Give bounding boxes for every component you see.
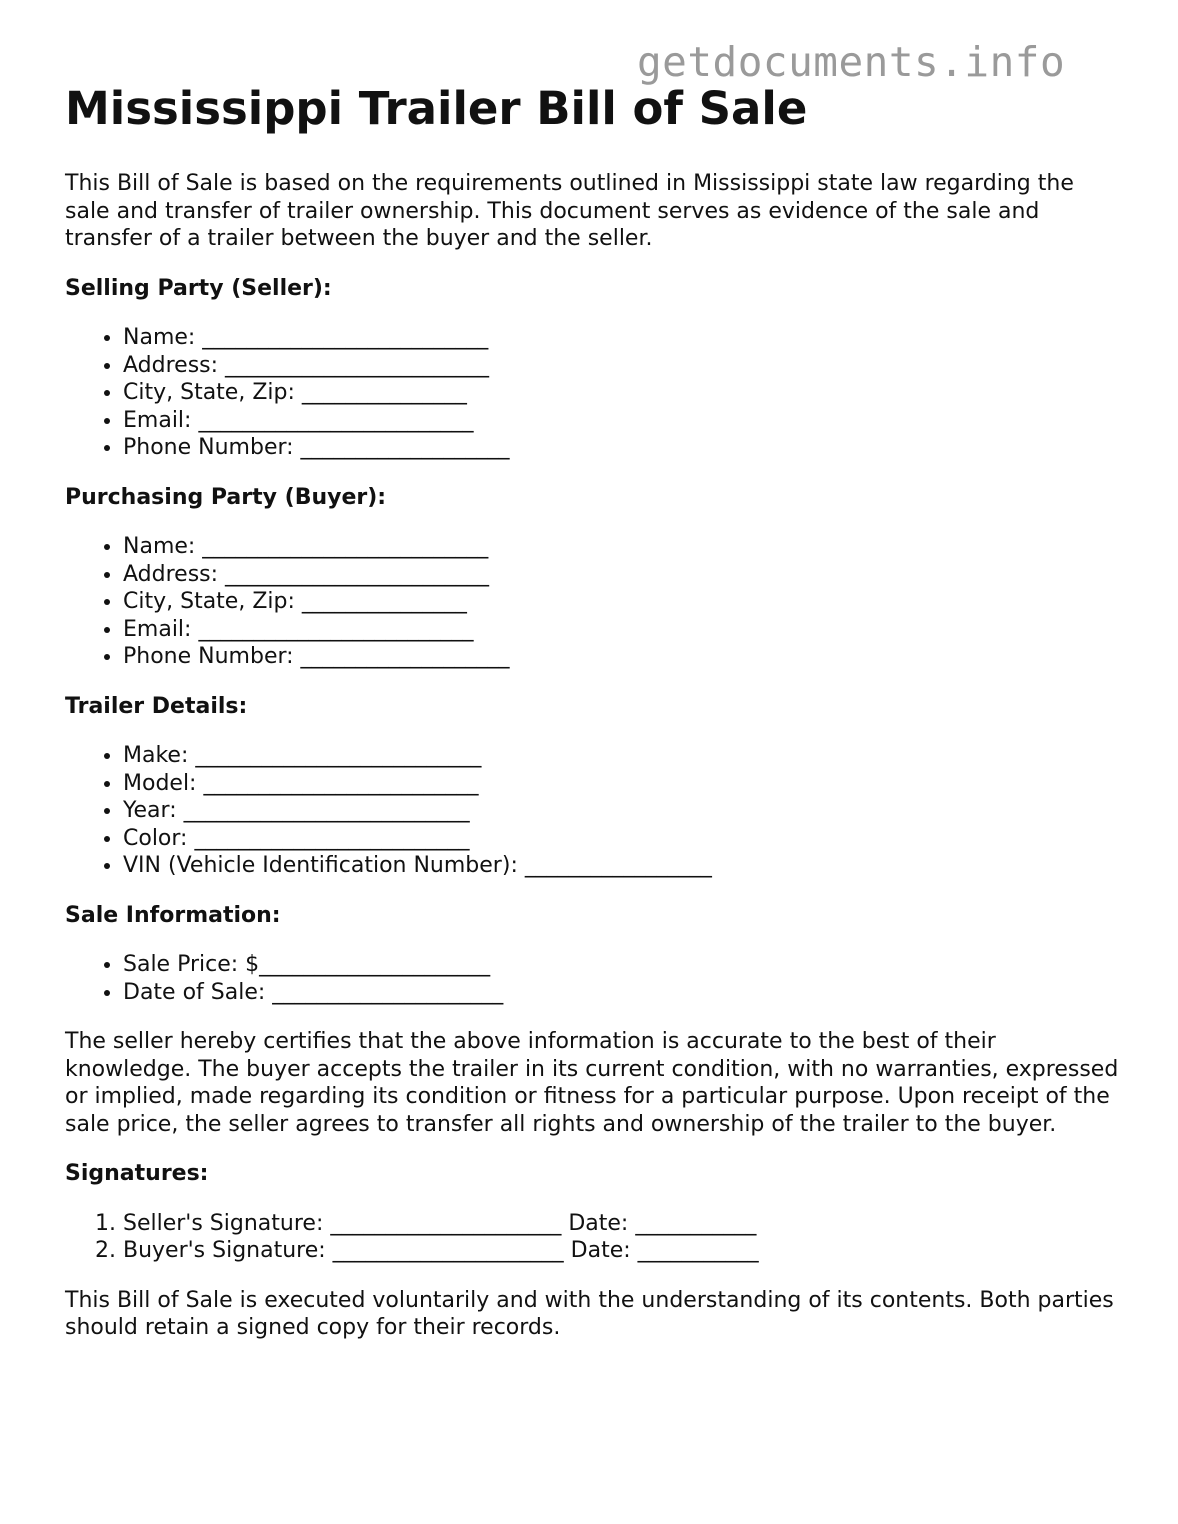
closing-paragraph: This Bill of Sale is executed voluntarily and with the understanding of its contents. Both parties should retain a signed copy for their records. <box>65 1287 1114 1340</box>
seller-address-field: • Address: ________________________ <box>123 352 1125 380</box>
document-body <box>65 170 1125 1364</box>
trailer-heading: Trailer Details: <box>65 693 248 719</box>
buyer-phone-field: • Phone Number: ___________________ <box>123 643 1125 671</box>
trailer-field-list <box>65 742 1125 880</box>
buyer-section <box>65 484 1125 671</box>
trailer-color-field: • Color: _________________________ <box>123 825 1125 853</box>
trailer-vin-field: • VIN (Vehicle Identification Number): _________________ <box>123 852 1125 880</box>
document-title: Mississippi Trailer Bill of Sale <box>65 82 808 135</box>
sale-price-field: • Sale Price: $_____________________ <box>123 951 1125 979</box>
buyer-city-state-zip-field: • City, State, Zip: _______________ <box>123 588 1125 616</box>
sale-section <box>65 902 1125 1007</box>
seller-section <box>65 275 1125 462</box>
seller-signature-line: 1. Seller's Signature: _____________________ Date: ___________ <box>123 1210 1125 1238</box>
buyer-field-list <box>65 533 1125 671</box>
seller-city-state-zip-field: • City, State, Zip: _______________ <box>123 379 1125 407</box>
buyer-name-field: • Name: __________________________ <box>123 533 1125 561</box>
certification-paragraph: The seller hereby certifies that the above information is accurate to the best of their knowledge. The buyer accepts the trailer in its current condition, with no warranties, expressed or implied, made regarding its condition or fitness for a particular purpose. Upon receipt of the sale price, the seller agrees to transfer all rights and ownership of the trailer to the buyer. <box>65 1029 1119 1137</box>
trailer-model-field: • Model: _________________________ <box>123 770 1125 798</box>
signature-list <box>65 1210 1125 1265</box>
seller-heading: Selling Party (Seller): <box>65 275 332 301</box>
seller-phone-field: • Phone Number: ___________________ <box>123 434 1125 462</box>
seller-field-list <box>65 324 1125 462</box>
seller-name-field: • Name: __________________________ <box>123 324 1125 352</box>
trailer-section <box>65 693 1125 880</box>
sale-heading: Sale Information: <box>65 902 281 928</box>
watermark: getdocuments.info <box>637 38 1066 86</box>
signatures-section <box>65 1160 1125 1265</box>
buyer-heading: Purchasing Party (Buyer): <box>65 484 387 510</box>
sale-date-field: • Date of Sale: _____________________ <box>123 979 1125 1007</box>
buyer-address-field: • Address: ________________________ <box>123 561 1125 589</box>
trailer-year-field: • Year: __________________________ <box>123 797 1125 825</box>
signatures-heading: Signatures: <box>65 1161 209 1186</box>
sale-field-list <box>65 951 1125 1006</box>
trailer-make-field: • Make: __________________________ <box>123 742 1125 770</box>
buyer-signature-line: 2. Buyer's Signature: _____________________ Date: ___________ <box>123 1237 1125 1265</box>
intro-paragraph: This Bill of Sale is based on the requirements outlined in Mississippi state law regarding the sale and transfer of trailer ownership. This document serves as evidence of the sale and transfer of a trailer between the buyer and the seller. <box>65 171 1074 251</box>
seller-email-field: • Email: _________________________ <box>123 407 1125 435</box>
buyer-email-field: • Email: _________________________ <box>123 616 1125 644</box>
